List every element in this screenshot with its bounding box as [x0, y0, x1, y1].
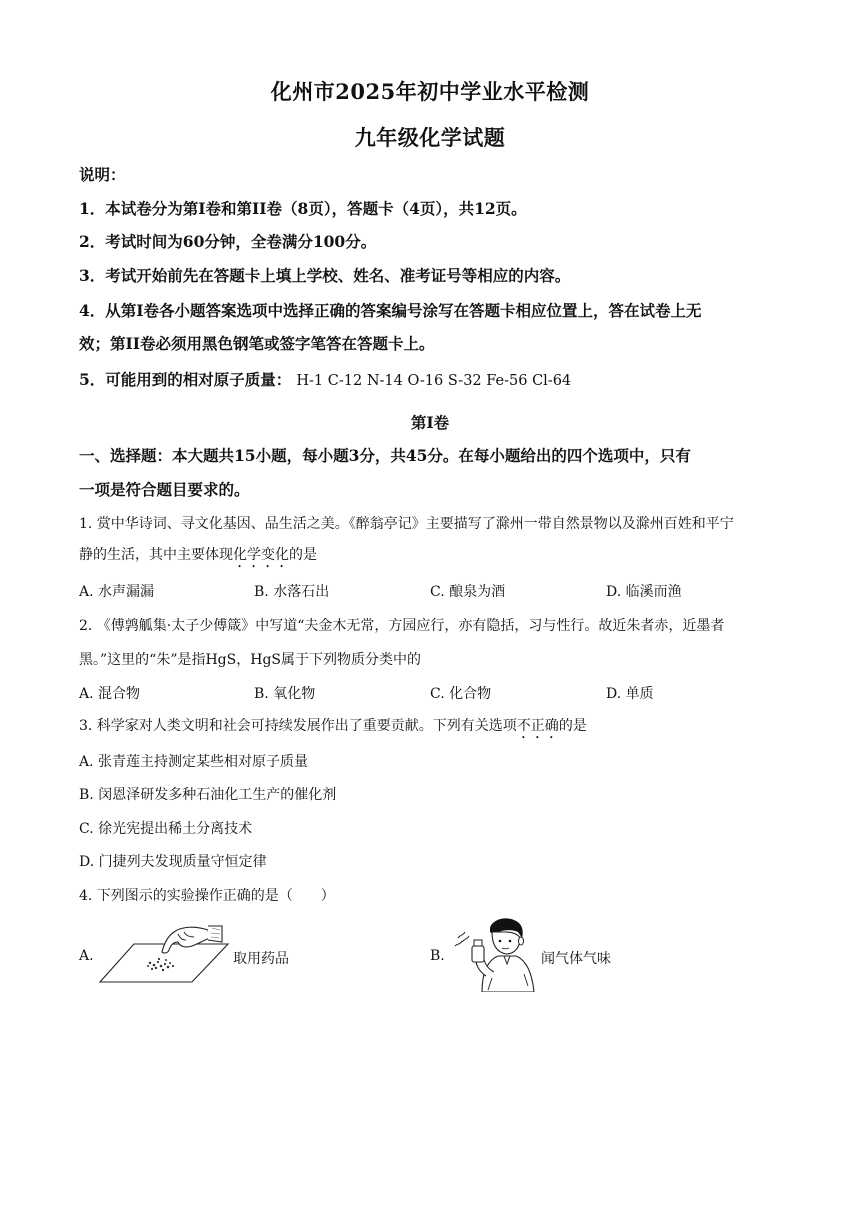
instruction-item-5 — [79, 368, 571, 390]
question-1-option-d[interactable]: D. 临溪而渔 — [606, 584, 682, 600]
question-3-emphasis: 不正确 — [516, 718, 559, 734]
page-subtitle: 九年级化学试题 — [354, 125, 506, 150]
question-4-option-b-caption: 闻气体气味 — [541, 951, 611, 967]
question-1-text-cont — [79, 544, 317, 571]
question-3-text — [79, 715, 587, 742]
question-2-text: 2. 《傅鹑觚集·太子少傅箴》中写道“夫金木无常，方园应行，亦有隐括，习与性行。故近朱者赤，近墨者 — [79, 618, 725, 634]
question-1-option-c[interactable]: C. 酿泉为酒 — [430, 584, 506, 600]
instruction-item-5-label: 5．可能用到的相对原子质量： — [79, 370, 292, 389]
question-2-option-a[interactable]: A. 混合物 — [79, 686, 141, 702]
question-4-option-a-letter[interactable]: A. — [79, 948, 94, 964]
instructions-heading: 说明： — [79, 165, 126, 184]
instruction-item-3: 3．考试开始前先在答题卡上填上学校、姓名、准考证号等相应的内容。 — [79, 266, 571, 285]
question-1-pre: 静的生活，其中主要体现 — [79, 547, 233, 563]
instruction-item-4-cont: 效；第II卷必须用黑色钢笔或签字笔答在答题卡上。 — [79, 334, 435, 353]
section-heading: 一、选择题：本大题共15小题，每小题3分，共45分。在每小题给出的四个选项中，只有 — [79, 446, 691, 465]
question-1-option-b[interactable]: B. 水落石出 — [254, 584, 330, 600]
volume-title: 第I卷 — [410, 413, 450, 432]
question-1-text: 1. 赏中华诗词、寻文化基因、品生活之美。《醉翁亭记》主要描写了滁州一带自然景物以及滁州百姓和平宁 — [79, 516, 734, 532]
question-4-text: 4. 下列图示的实验操作正确的是（ ） — [79, 888, 335, 904]
question-2-text-cont: 黑。”这里的“朱”是指HgS，HgS属于下列物质分类中的 — [79, 652, 421, 668]
question-4-option-b-letter[interactable]: B. — [430, 948, 445, 964]
instruction-item-4: 4．从第I卷各小题答案选项中选择正确的答案编号涂写在答题卡相应位置上，答在试卷上无 — [79, 301, 702, 320]
smell-gas-illustration — [452, 916, 540, 992]
question-4-option-a-caption: 取用药品 — [233, 951, 289, 967]
instruction-item-2: 2．考试时间为60分钟，全卷满分100分。 — [79, 232, 377, 251]
question-2-option-b[interactable]: B. 氧化物 — [254, 686, 316, 702]
question-3-option-d[interactable]: D. 门捷列夫发现质量守恒定律 — [79, 854, 267, 870]
question-2-option-d[interactable]: D. 单质 — [606, 686, 654, 702]
question-1-option-a[interactable]: A. 水声漏漏 — [79, 584, 155, 600]
question-3-post: 的是 — [558, 718, 587, 734]
instruction-item-1: 1．本试卷分为第I卷和第II卷（8页），答题卡（4页），共12页。 — [79, 199, 527, 218]
page-title: 化州市2025年初中学业水平检测 — [270, 79, 590, 104]
question-2-option-c[interactable]: C. 化合物 — [430, 686, 492, 702]
atomic-masses: H-1 C-12 N-14 O-16 S-32 Fe-56 Cl-64 — [296, 373, 572, 389]
question-1-emphasis: 化学变化 — [233, 547, 289, 563]
question-3-option-a[interactable]: A. 张青莲主持测定某些相对原子质量 — [79, 754, 309, 770]
take-reagent-illustration — [98, 922, 232, 984]
question-1-post: 的是 — [289, 547, 317, 563]
section-heading-cont: 一项是符合题目要求的。 — [79, 480, 250, 499]
question-3-pre: 3. 科学家对人类文明和社会可持续发展作出了重要贡献。下列有关选项 — [79, 718, 517, 734]
question-3-option-c[interactable]: C. 徐光宪提出稀土分离技术 — [79, 821, 253, 837]
question-3-option-b[interactable]: B. 闵恩泽研发多种石油化工生产的催化剂 — [79, 787, 337, 803]
